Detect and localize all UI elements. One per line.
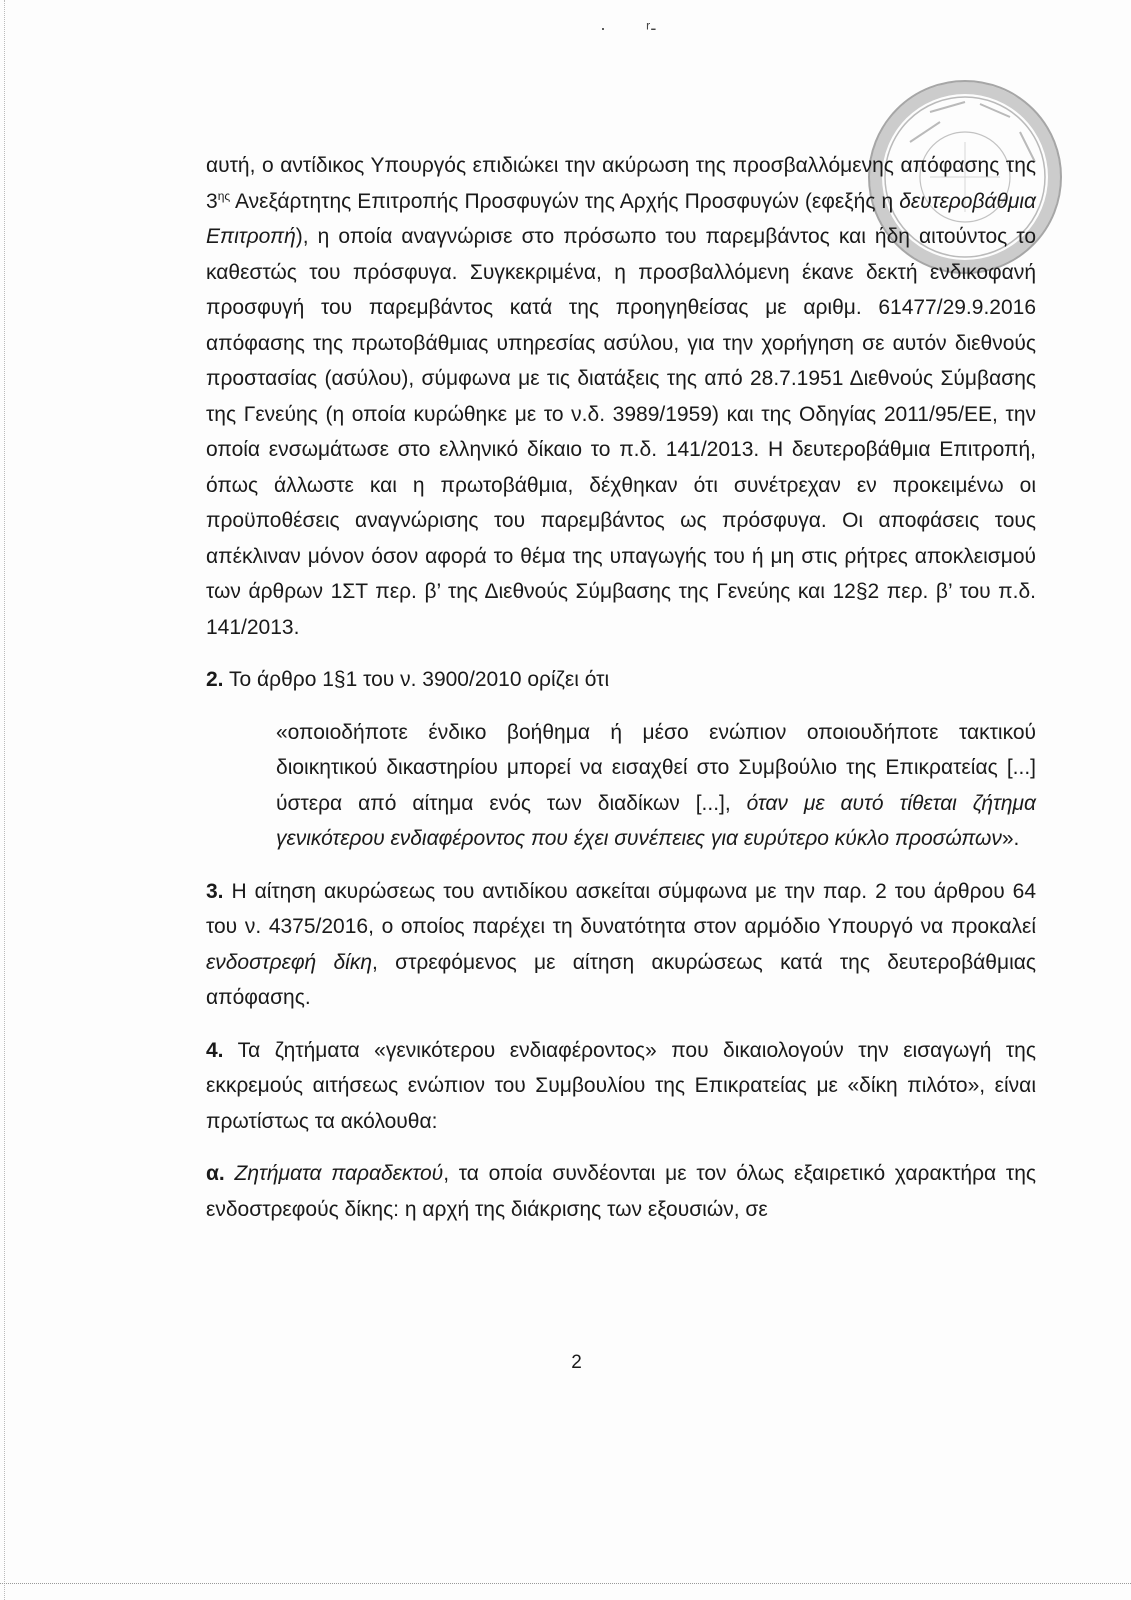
paragraph-3-text-b: , στρεφόμενος με αίτηση ακυρώσεως κατά της δευτεροβάθμιας απόφασης.: [206, 950, 1036, 1009]
paragraph-4-text: Τα ζητήματα «γενικότερου ενδιαφέροντος» που δικαιολογούν την εισαγωγή της εκκρεμούς αιτήσεως ενώπιον του Συμβουλίου της Επικρατείας με «δίκη πιλότο», είναι πρωτίστως τα ακόλουθα:: [206, 1038, 1036, 1133]
paragraph-4: [206, 1033, 1036, 1140]
paragraph-4-number: 4.: [206, 1038, 224, 1062]
paragraph-1: [206, 148, 1036, 645]
paragraph-2: [206, 662, 1036, 698]
ordinal-superscript: ης: [217, 188, 231, 203]
document-body: [206, 148, 1036, 1227]
scan-edge-bottom: [0, 1583, 1131, 1584]
paragraph-2-text: Το άρθρο 1§1 του ν. 3900/2010 ορίζει ότι: [223, 668, 610, 691]
paragraph-3: [206, 874, 1036, 1016]
paragraph-3-emphasis: ενδοστρεφή δίκη: [206, 950, 372, 974]
quote-emphasis: όταν με αυτό τίθεται ζήτημα γενικότερου ενδιαφέροντος που έχει συνέπειες για ευρύτερο κύκλο προσώπων: [276, 791, 1036, 850]
paragraph-5-text: , τα οποία συνδέονται με τον όλως εξαιρετικό χαρακτήρα της ενδοστρεφούς δίκης: η αρχή της διάκρισης των εξουσιών, σε: [206, 1162, 1036, 1221]
scan-marks: · ʳ‐: [600, 18, 657, 38]
paragraph-5-number: α.: [206, 1162, 225, 1185]
paragraph-3-text-a: Η αίτηση ακυρώσεως του αντιδίκου ασκείται σύμφωνα με την παρ. 2 του άρθρου 64 του ν. 4375/2016, ο οποίος παρέχει τη δυνατότητα στον αρμόδιο Υπουργό να προκαλεί: [206, 879, 1036, 938]
paragraph-3-number: 3.: [206, 879, 224, 903]
legal-quote: [276, 715, 1036, 857]
paragraph-1-text-c: ), η οποία αναγνώρισε στο πρόσωπο του παρεμβάντος και ήδη αιτούντος το καθεστώς του πρόσφυγα. Συγκεκριμένα, η προσβαλλόμενη έκανε δεκτή ενδικοφανή προσφυγή του παρεμβάντος κατά της προηγηθείσας με αριθμ. 61477/29.9.2016 απόφασης της πρωτοβάθμιας υπηρεσίας ασύλου, για την χορήγηση σε αυτόν διεθνούς προστασίας (ασύλου), σύμφωνα με τις διατάξεις της από 28.7.1951 Διεθνούς Σύμβασης της Γενεύης (η οποία κυρώθηκε με το ν.δ. 3989/1959) και της Οδηγίας 2011/95/ΕΕ, την οποία ενσωμάτωσε στο ελληνικό δίκαιο το π.δ. 141/2013. Η δευτεροβάθμια Επιτροπή, όπως άλλωστε και η πρωτοβάθμια, δέχθηκαν ότι συνέτρεχαν εν προκειμένω οι προϋποθέσεις αναγνώρισης του παρεμβάντος ως πρόσφυγα. Οι αποφάσεις τους απέκλιναν μόνον όσον αφορά το θέμα της υπαγωγής του ή μη στις ρήτρες αποκλεισμού των άρθρων 1ΣΤ περ. β’ της Διεθνούς Σύμβασης της Γενεύης και 12§2 περ. β’ του π.δ. 141/2013.: [206, 225, 1036, 639]
quote-text-b: ».: [1001, 827, 1020, 850]
paragraph-5: [206, 1156, 1036, 1227]
page-number: 2: [571, 1352, 582, 1373]
paragraph-1-text-a: αυτή, ο αντίδικος Υπουργός επιδιώκει την ακύρωση της προσβαλλόμενης απόφασης της 3: [206, 154, 1036, 213]
paragraph-5-emphasis: Ζητήματα παραδεκτού: [224, 1162, 444, 1185]
paragraph-1-emphasis: δευτεροβάθμια Επιτροπή: [206, 189, 1036, 248]
paragraph-2-number: 2.: [206, 668, 224, 691]
paragraph-1-text-b: Ανεξάρτητης Επιτροπής Προσφυγών της Αρχής Προσφυγών (εφεξής η: [230, 189, 900, 213]
quote-text-a: «οποιοδήποτε ένδικο βοήθημα ή μέσο ενώπιον οποιουδήποτε τακτικού διοικητικού δικαστηρίου μπορεί να εισαχθεί στο Συμβούλιο της Επικρατείας [...] ύστερα από αίτημα ενός των διαδίκων [...],: [276, 720, 1036, 815]
